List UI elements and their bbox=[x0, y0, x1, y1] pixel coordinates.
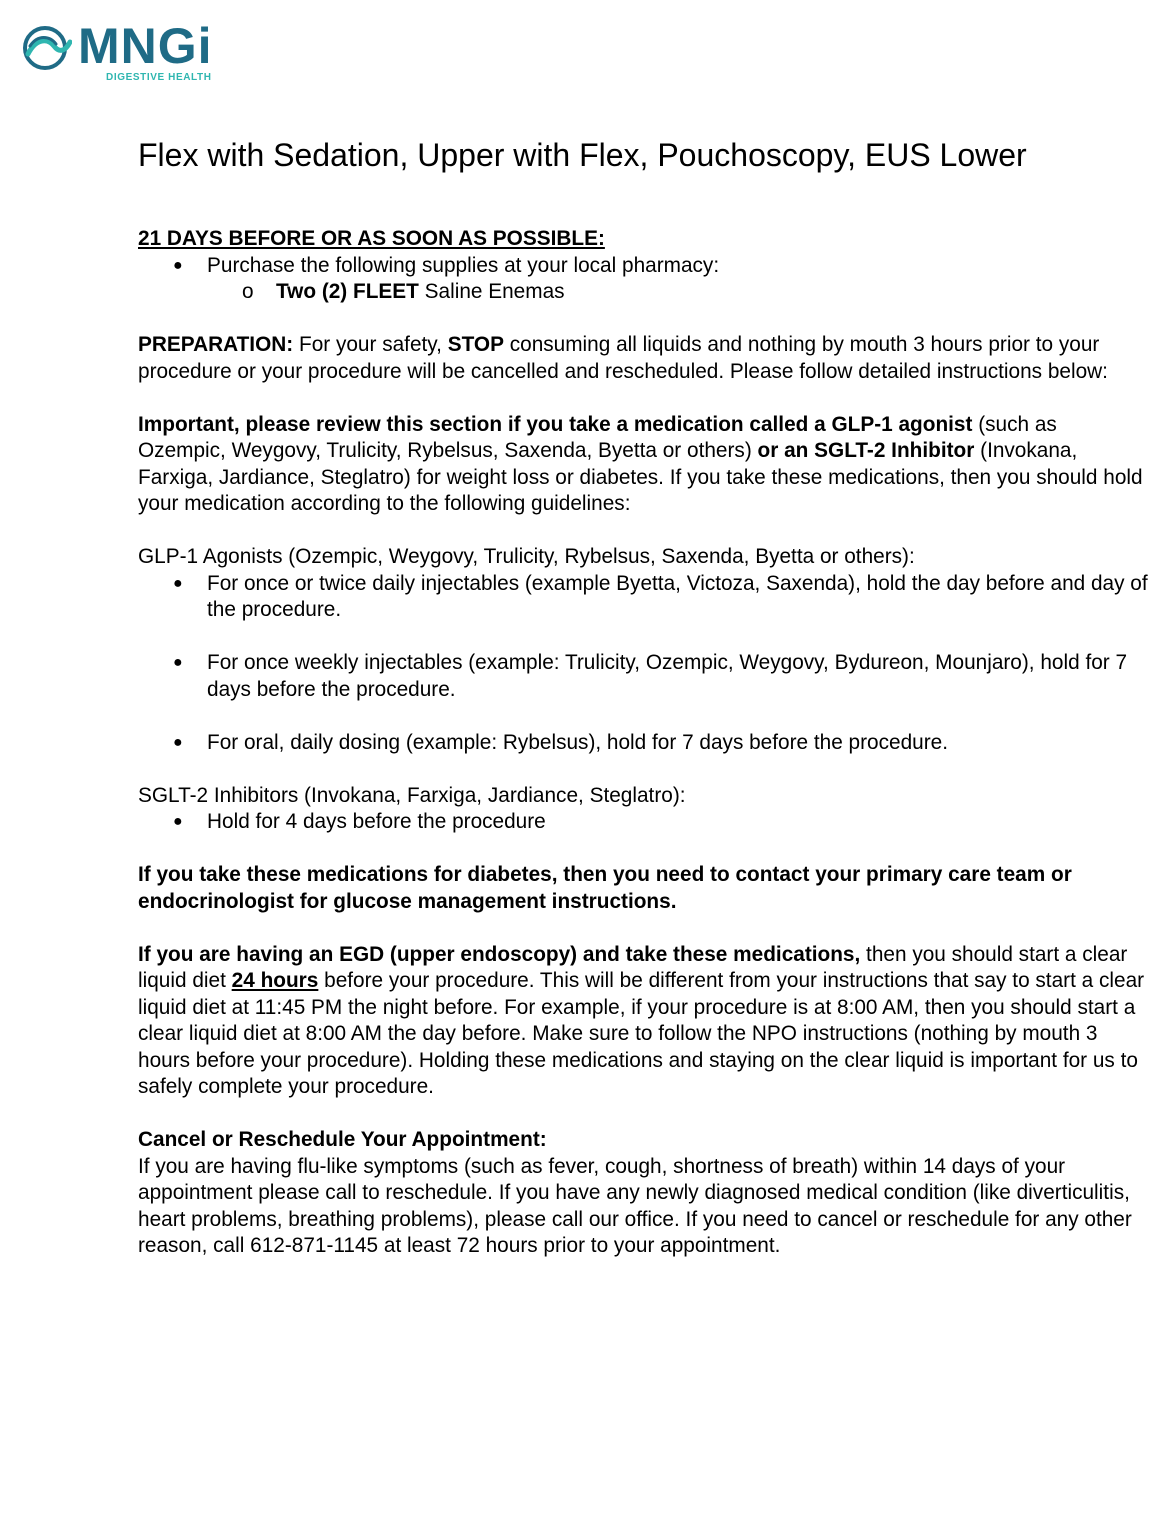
list-item: ● For once or twice daily injectables (example Byetta, Victoza, Saxenda), hold the day before and day of the procedure. bbox=[173, 571, 1148, 621]
document-body bbox=[138, 226, 1148, 1260]
section-21-days bbox=[138, 226, 1148, 306]
supplies-instruction: Purchase the following supplies at your local pharmacy: bbox=[207, 253, 720, 277]
stop-emphasis: STOP bbox=[447, 333, 504, 356]
bullet-icon: ● bbox=[173, 256, 183, 274]
diabetes-note: If you take these medications for diabetes, then you need to contact your primary care team or endocrinologist for glucose management instructions. bbox=[138, 863, 1072, 913]
cancel-heading: Cancel or Reschedule Your Appointment: bbox=[138, 1128, 547, 1151]
bullet-icon: ● bbox=[173, 733, 183, 751]
glp1-heading: GLP-1 Agonists (Ozempic, Weygovy, Trulicity, Rybelsus, Saxenda, Byetta or others): bbox=[138, 545, 915, 568]
bullet-icon: ● bbox=[173, 813, 183, 830]
page-title: Flex with Sedation, Upper with Flex, Pouchoscopy, EUS Lower bbox=[138, 137, 1027, 173]
section-21-days-heading: 21 DAYS BEFORE OR AS SOON AS POSSIBLE: bbox=[138, 227, 605, 250]
supplies-sublist bbox=[138, 279, 1148, 306]
duration-emphasis: 24 hours bbox=[231, 969, 319, 992]
list-item: ● For once weekly injectables (example: Trulicity, Ozempic, Weygovy, Bydureon, Mounjaro), hold for 7 days before the procedure. bbox=[173, 651, 1128, 701]
glp1-list bbox=[138, 571, 1148, 757]
glp1-section bbox=[138, 544, 1148, 756]
sub-bullet-icon: o bbox=[242, 280, 254, 303]
sglt2-section bbox=[138, 783, 1148, 836]
cancel-section bbox=[138, 1127, 1148, 1260]
preparation-paragraph: PREPARATION: For your safety, STOP consuming all liquids and nothing by mouth 3 hours prior to your procedure or your procedure will be cancelled and rescheduled. Please follow detailed instructions below: bbox=[138, 333, 1108, 383]
sglt2-list bbox=[138, 809, 1148, 836]
mngi-logo bbox=[22, 18, 232, 84]
important-paragraph: Important, please review this section if you take a medication called a GLP-1 agonist (such as Ozempic, Weygovy, Trulicity, Rybelsus, Saxenda, Byetta or others) or an SGLT-2 Inhibitor (Invokana, Farxiga, Jardiance, Steglatro) for weight loss or diabetes. If you take these medications, then you should hold your medication according to the following guidelines: bbox=[138, 412, 1143, 515]
list-item: ● For oral, daily dosing (example: Rybelsus), hold for 7 days before the procedure. bbox=[138, 730, 1148, 757]
mngi-swirl-logo-icon bbox=[22, 24, 72, 72]
bullet-icon: ● bbox=[173, 654, 183, 671]
egd-paragraph: If you are having an EGD (upper endoscopy) and take these medications, then you should start a clear liquid diet 24 hours before your procedure. This will be different from your instructions that say to start a clear liquid diet at 11:45 PM the night before. For example, if your procedure is at 8:00 AM, then you should start a clear liquid diet at 8:00 AM the day before. Make sure to follow the NPO instructions (nothing by mouth 3 hours before your procedure). Holding these medications and staying on the clear liquid is important for us to safely complete your procedure. bbox=[138, 942, 1145, 1098]
logo-tagline: DIGESTIVE HEALTH bbox=[106, 72, 212, 83]
sglt2-heading: SGLT-2 Inhibitors (Invokana, Farxiga, Jardiance, Steglatro): bbox=[138, 783, 686, 807]
list-item bbox=[138, 279, 1148, 306]
bullet-icon: ● bbox=[173, 574, 183, 592]
logo-wordmark: MNGi bbox=[78, 18, 213, 74]
list-item: ● Hold for 4 days before the procedure bbox=[138, 809, 1148, 836]
supplies-list bbox=[138, 253, 1148, 280]
preparation-label: PREPARATION: bbox=[138, 333, 294, 356]
list-item bbox=[138, 253, 1148, 280]
cancel-text: If you are having flu-like symptoms (such as fever, cough, shortness of breath) within 14 days of your appointment please call to reschedule. If you have any newly diagnosed medical condition (like diverticulitis, heart problems, breathing problems), please call our office. If you need to cancel or reschedule for any other reason, call 612-871-1145 at least 72 hours prior to your appointment. bbox=[138, 1154, 1132, 1257]
enema-quantity: Two (2) FLEET bbox=[276, 280, 419, 303]
enema-type: Saline Enemas bbox=[418, 280, 565, 303]
